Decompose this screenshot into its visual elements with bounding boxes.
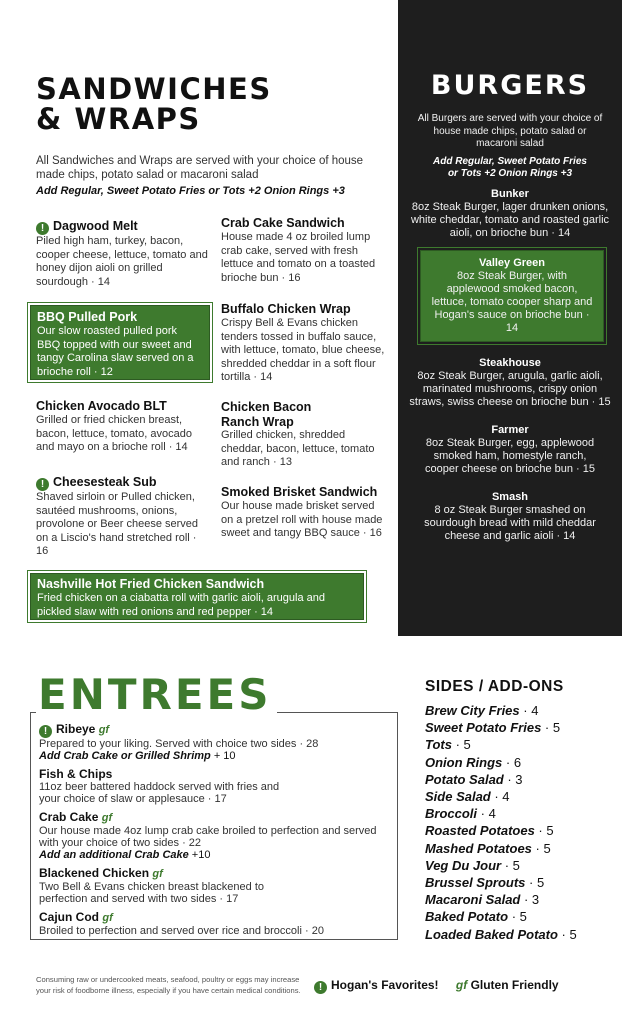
entree-ribeye [39,723,389,762]
item-name: Crab Cake Sandwich [221,216,345,230]
item-desc: 11oz beer battered haddock served with fries and your choice of slaw or applesauce · 17 [39,781,280,805]
item-desc: Shaved sirloin or Pulled chicken, sautéed mushrooms, onions, provolone or Beer cheese served on a Liscio's hand stretched roll · 16 [36,491,199,557]
side-price: · 5 [541,720,561,736]
item-desc: Our house made brisket served on a pretzel roll with house made sweet and tangy BBQ sauce · 16 [221,500,383,539]
item-name: Bunker [491,187,529,200]
item-desc: 8oz Steak Burger, lager drunken onions, white cheddar, tomato and roasted garlic aioli, on brioche bun · 14 [410,200,610,239]
side-item [425,891,615,908]
addon-price: +10 [188,849,211,861]
side-price: · 3 [503,771,523,787]
entrees-title: ENTREES [36,672,277,718]
disclaimer-line2: your risk of foodborne illness, especially if you have certain medical conditions. [36,985,301,995]
addon-price: + 10 [210,750,236,762]
side-item [425,857,615,874]
item-desc: Our slow roasted pulled pork BBQ topped with our sweet and tangy Carolina slaw served on a brioche roll · 12 [37,325,194,378]
item-addon [39,849,389,861]
item-name: Cheesesteak Sub [53,475,157,489]
item-name: Blackened Chicken [39,866,150,880]
item-name: BBQ Pulled Pork [37,310,138,324]
side-name: Side Salad [425,789,491,805]
side-price: · 3 [520,892,540,908]
side-item [425,874,615,891]
side-name: Tots [425,737,452,753]
gluten-free-badge: gf [101,812,113,824]
entrees-box [30,712,398,940]
favorites-label: Hogan's Favorites! [331,978,439,992]
side-price: · 4 [477,806,496,822]
item-desc: Broiled to perfection and served over rice and broccoli · 20 [39,925,324,937]
gluten-free-badge: gf [102,912,113,924]
sandwiches-title-line2: & WRAPS [36,102,201,136]
gluten-free-badge: gf [98,724,110,736]
gluten-free-badge: gf [455,978,468,992]
menu-item-cheesesteak-sub [36,475,211,559]
sandwiches-addons: Add Regular, Sweet Potato Fries or Tots +2 Onion Rings +3 [36,185,345,197]
item-desc: 8oz Steak Burger, arugula, garlic aioli, marinated mushrooms, crispy onion straws, swiss cheese on brioche bun · 15 [409,369,611,408]
burger-smash [398,490,622,543]
item-desc: 8oz Steak Burger, egg, applewood smoked ham, homestyle ranch, cooper cheese on brioche bun · 15 [424,436,595,475]
side-item [425,754,615,771]
item-desc: House made 4 oz broiled lump crab cake, served with fresh lettuce and tomato on a toasted brioche bun · 16 [221,231,376,284]
item-name: Farmer [491,423,529,436]
entree-cajun-cod [39,911,389,937]
item-desc: Prepared to your liking. Served with choice two sides · 28 [39,738,319,750]
side-name: Brew City Fries [425,703,520,718]
favorite-icon: ! [314,981,327,994]
menu-item-chicken-bacon-ranch-wrap [221,400,341,430]
footer-legend [314,978,559,994]
side-name: Roasted Potatoes [425,823,535,839]
item-desc: 8oz Steak Burger, with applewood smoked bacon, lettuce, tomato cooper sharp and Hogan's sauce on brioche bun · 14 [431,269,593,334]
item-name: Fish & Chips [39,767,113,781]
side-price: · 5 [525,875,545,891]
side-item [425,822,615,839]
side-name: Mashed Potatoes [425,840,532,856]
item-desc: Our house made 4oz lump crab cake broiled to perfection and served with your choice of two sides · 22 [39,825,377,849]
burger-steakhouse [398,356,622,409]
sides-list [425,678,615,943]
side-price: · 4 [519,703,539,718]
side-name: Veg Du Jour [425,857,502,873]
burgers-addons [398,156,622,181]
menu-item-chicken-avocado-blt [36,399,211,455]
addon-label: Add an additional Crab Cake [39,849,189,861]
burger-valley-green [420,250,604,342]
item-desc: Grilled or fried chicken breast, bacon, lettuce, tomato, avocado and mayo on a brioche roll · 14 [36,414,192,453]
sandwiches-title [36,74,272,134]
addon-label: Add Crab Cake or Grilled Shrimp [39,750,211,762]
side-item [425,771,615,788]
side-name: Macaroni Salad [425,892,521,908]
sandwiches-title-line1: SANDWICHES [36,72,272,106]
item-desc-chicken-bacon-ranch: Grilled chicken, shredded cheddar, bacon, lettuce, tomato and ranch · 13 [221,429,375,468]
side-price: · 6 [502,754,522,770]
menu-item-crab-cake-sandwich [221,216,393,285]
side-name: Baked Potato [425,909,509,925]
side-price: · 4 [490,789,510,805]
side-price: · 5 [508,909,527,925]
burger-bunker [398,187,622,240]
item-desc: 8 oz Steak Burger smashed on sourdough bread with mild cheddar cheese and garlic aioli · 14 [424,503,596,542]
item-desc: Two Bell & Evans chicken breast blackened to perfection and served with two sides · 17 [39,881,265,905]
burgers-panel [398,0,622,636]
item-name: Dagwood Melt [53,219,138,233]
side-name: Sweet Potato Fries [425,720,542,736]
sandwiches-intro: All Sandwiches and Wraps are served with your choice of house made chips, potato salad or macaroni salad [36,155,364,181]
menu-item-buffalo-chicken-wrap [221,302,393,385]
item-name: Nashville Hot Fried Chicken Sandwich [37,577,265,591]
side-price: · 5 [557,926,577,942]
item-addon [39,750,389,762]
side-item [425,788,615,805]
side-item [425,719,615,736]
item-name: Crab Cake [39,810,99,824]
side-price: · 5 [451,737,471,753]
favorite-icon: ! [36,478,49,491]
gluten-free-badge: gf [152,868,163,880]
item-name: Steakhouse [479,356,541,369]
gluten-friendly-label: Gluten Friendly [470,978,559,992]
burgers-title: BURGERS [430,70,590,101]
item-name: Smash [491,490,529,503]
entree-blackened-chicken [39,867,389,905]
side-name: Potato Salad [425,771,504,787]
side-price: · 5 [531,840,551,856]
item-name: Valley Green [478,256,546,269]
side-item [425,736,615,753]
side-item [425,908,615,925]
item-name: Chicken Bacon Ranch Wrap [221,400,312,429]
sides-title: SIDES / ADD-ONS [425,678,564,695]
side-item [425,840,615,857]
burgers-addons-line1: Add Regular, Sweet Potato Fries [433,155,587,167]
item-desc: Crispy Bell & Evans chicken tenders tossed in buffalo sauce, with lettuce, tomato, blue cheese, shredded cheddar in a soft flour tortilla · 14 [221,317,385,383]
side-name: Brussel Sprouts [425,875,526,891]
side-price: · 5 [501,857,520,873]
disclaimer-line1: Consuming raw or undercooked meats, seafood, poultry or eggs may increase [36,975,300,984]
footer-disclaimer [36,975,311,996]
favorite-icon: ! [36,222,49,235]
menu-item-dagwood-melt [36,219,211,289]
burger-farmer [398,423,622,476]
menu-item-smoked-brisket-sandwich [221,485,399,541]
menu-item-bbq-pulled-pork [30,305,210,380]
side-item [425,926,615,943]
item-name: Buffalo Chicken Wrap [221,302,351,316]
item-name: Ribeye [56,722,96,736]
side-price: · 5 [534,823,554,839]
item-name: Cajun Cod [39,910,99,924]
item-name: Chicken Avocado BLT [36,399,167,413]
entree-fish-and-chips [39,768,389,805]
item-desc: Piled high ham, turkey, bacon, cooper cheese, lettuce, tomato and honey dijon aioli on grilled sourdough · 14 [36,235,208,288]
side-name: Onion Rings [425,754,503,770]
burgers-intro: All Burgers are served with your choice of house made chips, potato salad or macaroni salad [417,113,603,149]
entree-crab-cake [39,811,389,861]
favorite-icon: ! [39,725,52,738]
menu-item-nashville-hot-chicken [30,573,364,620]
item-desc: Fried chicken on a ciabatta roll with garlic aioli, arugula and pickled slaw with red onions and red pepper · 14 [37,592,325,618]
side-name: Broccoli [425,806,478,822]
side-item [425,702,615,719]
side-item [425,805,615,822]
item-name: Smoked Brisket Sandwich [221,485,378,499]
side-name: Loaded Baked Potato [425,926,558,942]
burgers-addons-line2: or Tots +2 Onion Rings +3 [447,168,573,179]
